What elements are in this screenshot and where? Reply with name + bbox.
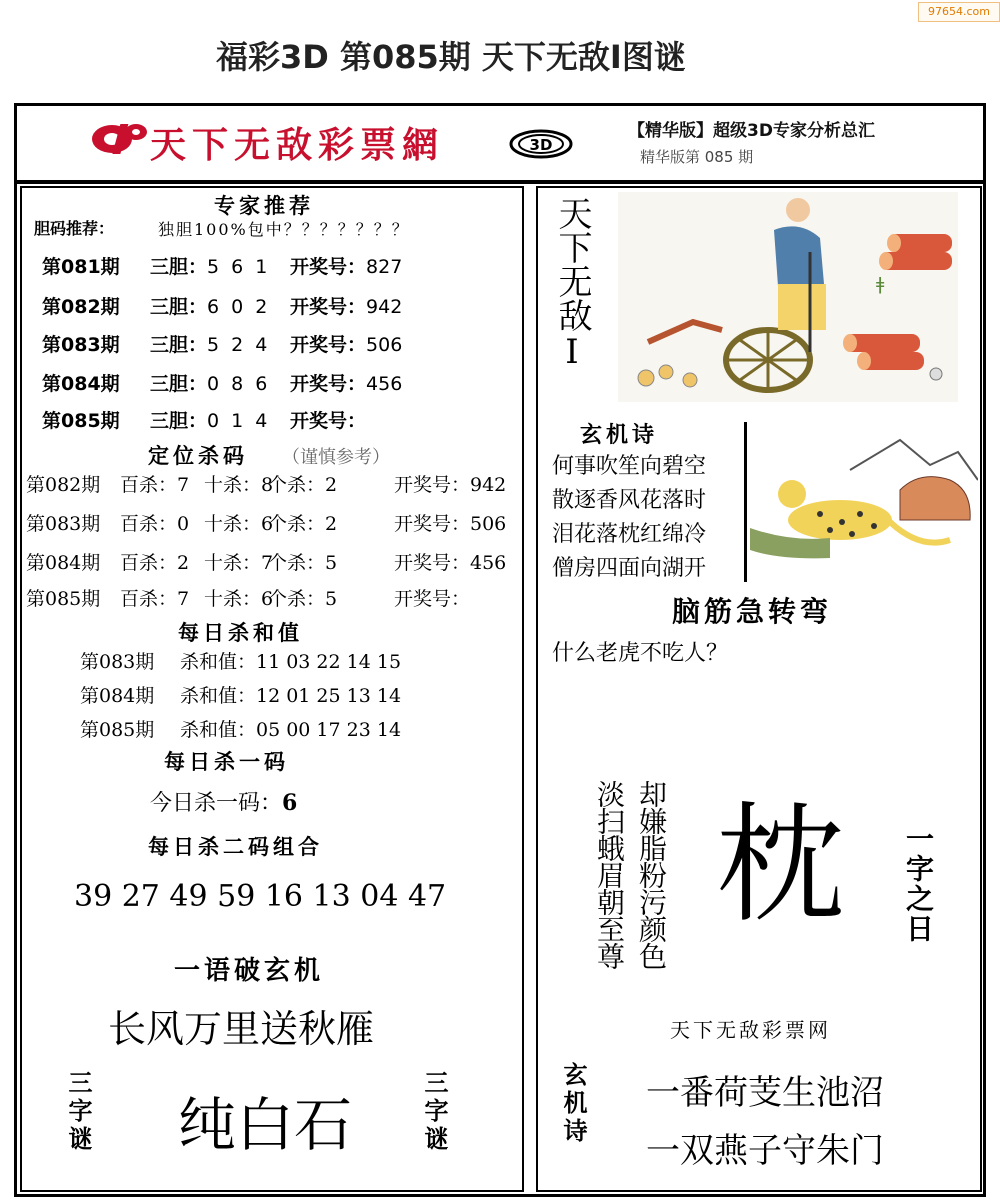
riddle-text: 什么老虎不吃人？ — [552, 641, 729, 666]
three-char-answer: 纯白石 — [178, 1091, 353, 1159]
sum-values: 杀和值：11 03 22 14 15 — [180, 651, 402, 673]
site-name — [150, 117, 444, 168]
right-vertical-title: 天下无敌Ⅰ — [552, 196, 592, 372]
expert-row-sandan — [150, 292, 270, 319]
sandan-value: 0 8 6 — [207, 373, 271, 395]
kill-shi: 十杀：6 — [204, 513, 274, 535]
page-title: 福彩3D 第085期 天下无敌Ⅰ图谜 — [216, 38, 686, 76]
vertical-poem-right: 却嫌脂粉污颜色 — [635, 780, 668, 969]
award-value: 827 — [366, 256, 403, 278]
sandan-label: 三胆： — [150, 373, 208, 395]
kill-row — [26, 584, 100, 611]
three-char-label-right: 三字谜 — [420, 1070, 449, 1154]
sandan-value: 5 6 1 — [207, 256, 271, 278]
header-divider — [14, 180, 986, 184]
two-kill-values: 39 27 49 59 16 13 04 47 — [74, 879, 447, 914]
award-label: 开奖号： — [290, 373, 367, 395]
edition-subtitle: 精华版第 085 期 — [640, 148, 754, 166]
footer-site: 天下无敌彩票网 — [670, 1018, 831, 1042]
poem-title: 玄机诗 — [580, 422, 659, 448]
expert-row — [42, 330, 120, 357]
sum-period: 第084期 — [80, 685, 155, 707]
kill-ge: 个杀：2 — [268, 513, 338, 535]
expert-row — [42, 406, 120, 433]
expert-row-sandan — [150, 330, 270, 357]
sum-kill-title: 每日杀和值 — [178, 620, 303, 645]
kill-award: 开奖号：942 — [394, 474, 507, 496]
expert-title: 专家推荐 — [214, 193, 314, 218]
sum-period: 第085期 — [80, 719, 155, 741]
two-kill-title: 每日杀二码组合 — [148, 834, 323, 859]
kill-bai: 百杀：0 — [120, 513, 190, 535]
kill-award: 开奖号： — [394, 588, 471, 610]
footer-poem-line: 一双燕子守朱门 — [646, 1131, 884, 1171]
expert-row-sandan — [150, 406, 270, 433]
expert-period: 第084期 — [42, 373, 120, 395]
footer-poem-label: 玄机诗 — [559, 1062, 588, 1146]
sandan-value: 0 1 4 — [207, 410, 271, 432]
sandan-label: 三胆： — [150, 410, 208, 432]
footer-poem — [646, 1064, 884, 1180]
award-label: 开奖号： — [290, 410, 367, 432]
dan-text: 独胆100%包中？？？？？？？ — [158, 220, 410, 239]
expert-row-award — [290, 292, 402, 319]
site-name-main: 天下无敌彩票網 — [150, 124, 445, 166]
award-label: 开奖号： — [290, 296, 367, 318]
award-value: 942 — [366, 296, 403, 318]
sandan-label: 三胆： — [150, 296, 208, 318]
sum-values: 杀和值：12 01 25 13 14 — [180, 685, 402, 707]
three-char-label-left: 三字谜 — [64, 1070, 93, 1154]
kill-period: 第084期 — [26, 552, 101, 574]
kill-bai: 百杀：7 — [120, 588, 190, 610]
expert-row — [42, 252, 120, 279]
kill-ge: 个杀：5 — [268, 588, 338, 610]
badge-text: 3D — [529, 136, 553, 154]
wheel-icon — [726, 330, 810, 390]
kill-shi: 十杀：6 — [204, 588, 274, 610]
svg-text:ǂ: ǂ — [876, 274, 885, 295]
3d-badge-icon — [508, 128, 574, 160]
kill-row — [26, 509, 100, 536]
sandan-value: 6 0 2 — [207, 296, 271, 318]
award-label: 开奖号： — [290, 334, 367, 356]
dan-label: 胆码推荐： — [34, 219, 115, 238]
kill-ge: 个杀：5 — [268, 552, 338, 574]
award-label: 开奖号： — [290, 256, 367, 278]
sum-period: 第083期 — [80, 651, 155, 673]
one-phrase-text: 长风万里送秋雁 — [108, 1007, 375, 1051]
poem-divider — [744, 422, 747, 582]
sandan-label: 三胆： — [150, 334, 208, 356]
kill-ge: 个杀：2 — [268, 474, 338, 496]
one-char-label: 一字之日 — [902, 824, 935, 944]
kill-bai: 百杀：7 — [120, 474, 190, 496]
award-value: 506 — [366, 334, 403, 356]
big-char: 枕 — [716, 791, 845, 940]
poem-line: 僧房四面向湖开 — [552, 556, 707, 581]
footer-poem-line: 一番荷芰生池沼 — [646, 1073, 884, 1113]
kill-row — [26, 470, 100, 497]
one-kill-line — [150, 786, 297, 817]
sandan-label: 三胆： — [150, 256, 208, 278]
position-kill-title: 定位杀码 — [148, 443, 248, 468]
kill-award: 开奖号：506 — [394, 513, 507, 535]
expert-row-award — [290, 252, 402, 279]
award-value: 456 — [366, 373, 403, 395]
kill-shi: 十杀：8 — [204, 474, 274, 496]
expert-period: 第085期 — [42, 410, 120, 432]
riddle-title: 脑筋急转弯 — [672, 595, 833, 628]
poem-block — [552, 450, 706, 586]
expert-period: 第082期 — [42, 296, 120, 318]
poem-line: 散逐香风花落时 — [552, 488, 707, 513]
sandan-value: 5 2 4 — [207, 334, 271, 356]
log-icon — [879, 234, 952, 270]
poem-line: 何事吹笙向碧空 — [552, 454, 707, 479]
kill-period: 第083期 — [26, 513, 101, 535]
expert-row-sandan — [150, 252, 270, 279]
kill-shi: 十杀：7 — [204, 552, 274, 574]
expert-row-award — [290, 406, 366, 433]
expert-row — [42, 292, 120, 319]
expert-row — [42, 369, 120, 396]
one-kill-value: 6 — [282, 790, 298, 816]
edition-title: 【精华版】超级3D专家分析总汇 — [628, 121, 875, 141]
farmer-wheel-illustration — [618, 192, 958, 402]
one-kill-label: 今日杀一码： — [150, 791, 283, 816]
poem-line: 泪花落枕红绵冷 — [552, 522, 707, 547]
position-kill-note: （谨慎参考） — [282, 447, 390, 468]
kill-bai: 百杀：2 — [120, 552, 190, 574]
expert-row-sandan — [150, 369, 270, 396]
lottery-logo-icon — [88, 118, 150, 156]
vertical-poem-left: 淡扫蛾眉朝至尊 — [593, 780, 626, 969]
expert-row-award — [290, 369, 402, 396]
kill-row — [26, 548, 100, 575]
sum-values: 杀和值：05 00 17 23 14 — [180, 719, 402, 741]
expert-period: 第081期 — [42, 256, 120, 278]
kill-period: 第082期 — [26, 474, 101, 496]
kill-award: 开奖号：456 — [394, 552, 507, 574]
one-kill-title: 每日杀一码 — [164, 749, 289, 774]
watermark: 97654.com — [918, 2, 1000, 22]
leopard-illustration — [750, 410, 978, 586]
kill-period: 第085期 — [26, 588, 101, 610]
expert-period: 第083期 — [42, 334, 120, 356]
one-phrase-title: 一语破玄机 — [174, 956, 325, 986]
expert-row-award — [290, 330, 402, 357]
